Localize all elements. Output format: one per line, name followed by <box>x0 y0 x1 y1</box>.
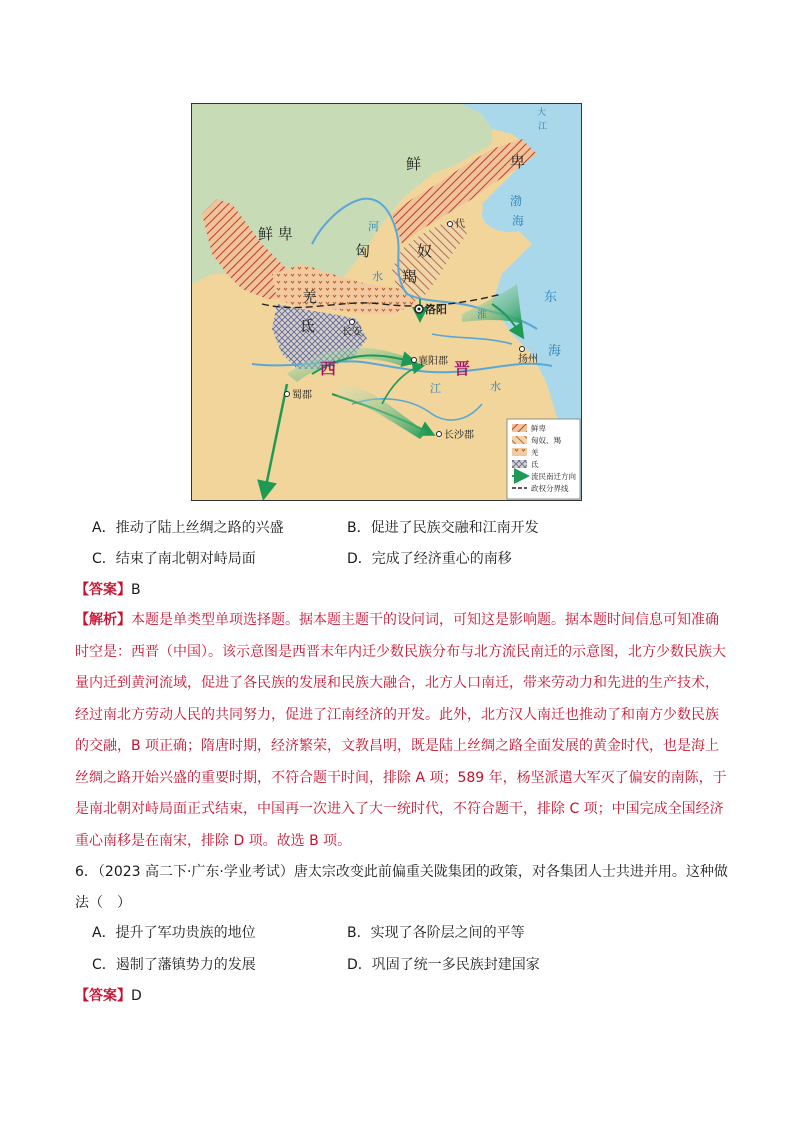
label-qiang: 羌 <box>302 288 318 306</box>
analysis-line: 量内迁到黄河流域，促进了各民族的发展和民族大融合，北方人口南迁，带来劳动力和先进的生产技术， <box>75 675 719 691</box>
legend-label: 政权分界线 <box>531 484 569 493</box>
analysis-line: 丝绸之路开始兴盛的重要时期，不符合题干时间，排除 A 项；589 年，杨坚派遣大军灭了偏安的南陈，于 <box>75 769 727 786</box>
analysis-tag: 【解析】 <box>75 612 131 628</box>
option-text: 推动了陆上丝绸之路的兴盛 <box>115 520 284 536</box>
label-dajiang1: 大 <box>537 108 547 118</box>
legend-label: 羌 <box>531 448 539 457</box>
label-changan: 长安 <box>342 327 362 338</box>
label-xianbei-n2: 卑 <box>510 153 526 171</box>
analysis-line: 时空是：西晋（中国）。该示意图是西晋末年内迁少数民族分布与北方流民南迁的示意图，北方少数民族大 <box>75 643 726 660</box>
label-xiongnu1: 匈 <box>355 242 371 260</box>
option-letter: A． <box>92 925 116 941</box>
label-xianbei-n: 鲜 <box>406 155 422 173</box>
label-changsha: 长沙郡 <box>444 430 474 441</box>
answer-tag: 【答案】 <box>75 582 131 598</box>
label-shui: 水 <box>372 270 383 283</box>
option-letter: C． <box>92 957 116 973</box>
option-letter: D． <box>347 957 372 973</box>
q5-analysis <box>75 605 735 857</box>
q6-option-c[interactable] <box>92 955 256 975</box>
label-shui2: 水 <box>490 380 501 393</box>
legend-swatch-qiang <box>512 448 527 456</box>
legend-swatch-di <box>512 460 527 468</box>
q6-stem <box>75 857 735 919</box>
migration-map <box>191 103 582 501</box>
legend-swatch-xianbei <box>512 424 527 432</box>
analysis-line: 本题是单类型单项选择题。据本题主题干的设问词，可知这是影响题。据本题时间信息可知准确 <box>131 612 719 628</box>
option-text: 实现了各阶层之间的平等 <box>370 925 525 941</box>
option-text: 结束了南北朝对峙局面 <box>115 551 256 567</box>
q5-option-c[interactable] <box>92 549 256 569</box>
option-letter: B． <box>347 925 371 941</box>
q6-answer <box>75 986 142 1006</box>
label-yangzhou: 扬州 <box>518 354 538 365</box>
legend-swatch-xiongnu <box>512 436 527 444</box>
option-text: 遏制了藩镇势力的发展 <box>115 957 256 973</box>
label-donghai2: 海 <box>548 344 562 359</box>
q6-option-a[interactable] <box>92 923 256 943</box>
q5-option-b[interactable] <box>347 518 539 538</box>
analysis-line: 的交融，B 项正确；隋唐时期，经济繁荣，文教昌明，既是陆上丝绸之路全面发展的黄金时代，也是海上 <box>75 738 720 754</box>
label-dajiang2: 江 <box>538 122 548 132</box>
answer-value: B <box>131 582 141 598</box>
label-he: 河 <box>368 220 379 233</box>
label-dai: 代 <box>455 219 465 230</box>
option-text: 完成了经济重心的南移 <box>371 551 512 567</box>
analysis-line: 是南北朝对峙局面正式结束，中国再一次进入了大一统时代，不符合题干，排除 C 项；中国完成全国经济 <box>75 801 724 817</box>
option-letter: B． <box>347 520 371 536</box>
option-text: 提升了军功贵族的地位 <box>115 925 256 941</box>
q5-option-d[interactable] <box>347 549 512 569</box>
label-xiangyang: 襄阳郡 <box>418 356 448 367</box>
q5-answer <box>75 580 141 600</box>
answer-value: D <box>131 988 142 1004</box>
legend-label: 匈奴、羯 <box>531 436 561 445</box>
map-legend <box>507 419 580 499</box>
label-xi: 西 <box>320 359 337 378</box>
option-letter: D． <box>347 551 372 567</box>
analysis-line: 经过南北方劳动人民的共同努力，促进了江南经济的开发。此外，北方汉人南迁也推动了和南方少数民族 <box>75 706 719 723</box>
option-text: 促进了民族交融和江南开发 <box>370 520 539 536</box>
label-xianbei-w: 鲜 卑 <box>258 225 293 243</box>
legend-label: 鲜卑 <box>531 424 546 433</box>
label-jie: 羯 <box>402 268 418 286</box>
label-shu: 蜀郡 <box>292 390 312 401</box>
q5-option-a[interactable] <box>92 518 284 538</box>
label-huai: 淮 <box>477 310 487 321</box>
label-xiongnu2: 奴 <box>417 242 433 260</box>
q6-stem-line: 6．（2023 高二下·广东·学业考试）唐太宗改变此前偏重关陇集团的政策，对各集团人士共进并用。这种做 <box>75 864 728 880</box>
q6-stem-line: 法（ ） <box>75 895 131 911</box>
answer-tag: 【答案】 <box>75 988 131 1004</box>
legend-label: 流民南迁方向 <box>531 472 576 481</box>
option-letter: A． <box>92 520 116 536</box>
option-letter: C． <box>92 551 116 567</box>
legend-label: 氐 <box>531 460 539 469</box>
label-jin: 晋 <box>454 359 471 378</box>
analysis-line: 重心南移是在南宋，排除 D 项。故选 B 项。 <box>75 832 352 849</box>
q6-option-d[interactable] <box>347 955 540 975</box>
label-bohai1: 渤 <box>510 194 523 208</box>
option-text: 巩固了统一多民族封建国家 <box>371 957 540 973</box>
q6-option-b[interactable] <box>347 923 525 943</box>
label-di: 氐 <box>300 317 316 335</box>
label-jiang: 江 <box>430 382 441 395</box>
label-bohai2: 海 <box>512 214 525 228</box>
label-donghai1: 东 <box>544 290 558 305</box>
label-luoyang: 洛阳 <box>425 303 447 316</box>
